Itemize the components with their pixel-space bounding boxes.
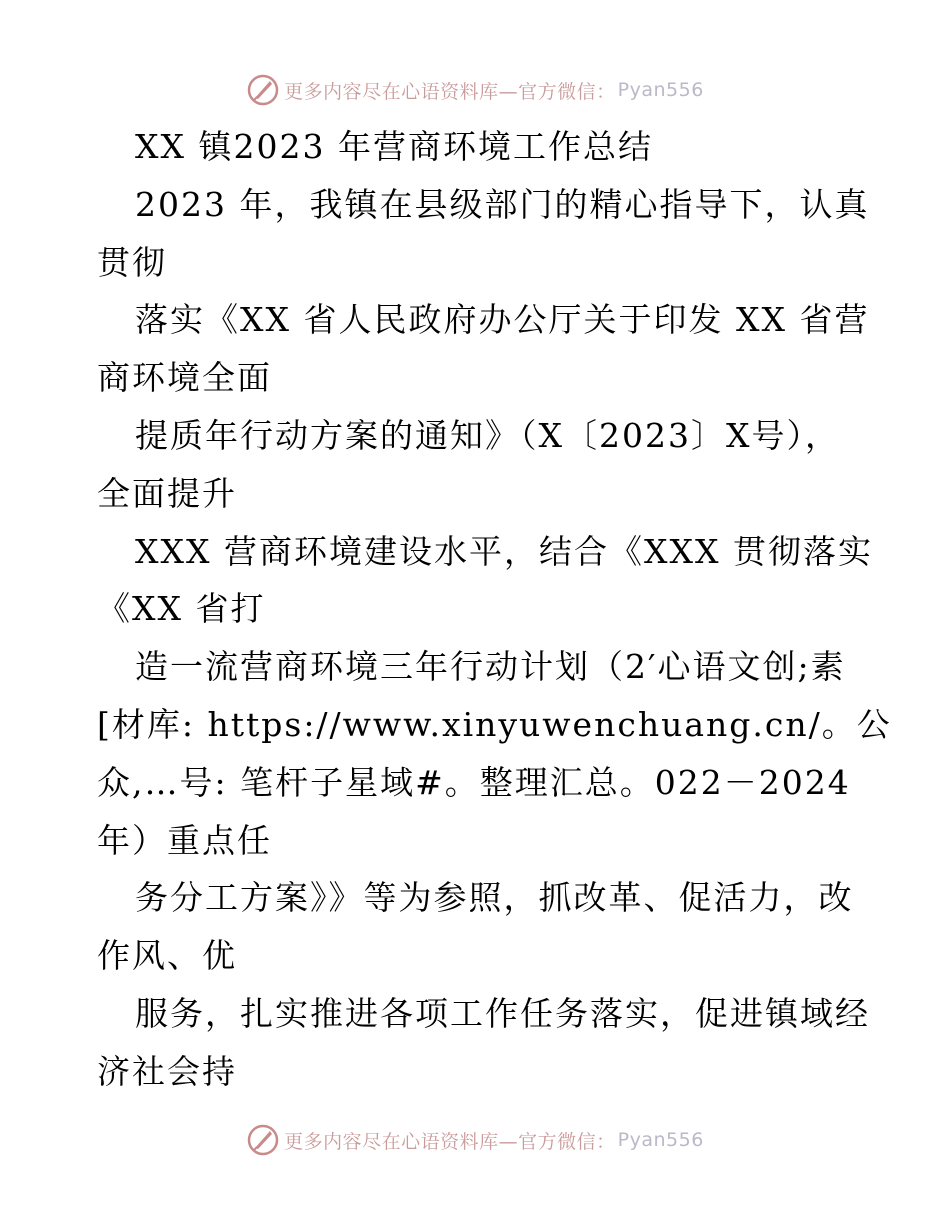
watermark-wechat-id: Pyan556 bbox=[617, 1129, 704, 1151]
text-line: 造一流营商环境三年行动计划（2′心语文创;素 bbox=[135, 647, 846, 687]
text-line: 商环境全面 bbox=[97, 358, 272, 398]
text-line: 年）重点任 bbox=[97, 820, 272, 860]
text-line: 提质年行动方案的通知》（X〔2023〕X号）， bbox=[135, 415, 840, 455]
text-line: 落实《XX 省人民政府办公厅关于印发 XX 省营 bbox=[135, 300, 870, 340]
watermark-text: 更多内容尽在心语资料库—官方微信： bbox=[284, 80, 616, 103]
text-line: [材库: https://www.xinyuwenchuang.cn/。公 bbox=[97, 704, 892, 744]
text-line: 济社会持 bbox=[97, 1051, 237, 1091]
text-line: 全面提升 bbox=[97, 473, 237, 513]
header-watermark bbox=[0, 72, 950, 108]
quill-logo-icon bbox=[246, 73, 280, 107]
quill-logo-icon bbox=[246, 1123, 280, 1157]
watermark-text: 更多内容尽在心语资料库—官方微信： bbox=[284, 1130, 616, 1153]
footer-watermark bbox=[0, 1122, 950, 1158]
text-line: XX 镇2023 年营商环境工作总结 bbox=[135, 127, 653, 166]
text-line: 务分工方案》》等为参照，抓改革、促活力，改 bbox=[135, 878, 854, 918]
text-line: 服务，扎实推进各项工作任务落实，促进镇域经 bbox=[135, 993, 870, 1033]
text-line: 贯彻 bbox=[97, 242, 167, 282]
text-line: 《XX 省打 bbox=[97, 589, 266, 629]
text-line: XXX 营商环境建设水平，结合《XXX 贯彻落实 bbox=[135, 531, 873, 571]
watermark-wechat-id: Pyan556 bbox=[617, 79, 704, 101]
text-line: 2023 年，我镇在县级部门的精心指导下，认真 bbox=[135, 184, 870, 224]
document-body bbox=[97, 118, 892, 1101]
text-line: 作风、优 bbox=[97, 936, 237, 976]
text-line: 众,…号: 笔杆子星域#。整理汇总。022－2024 bbox=[97, 762, 851, 802]
